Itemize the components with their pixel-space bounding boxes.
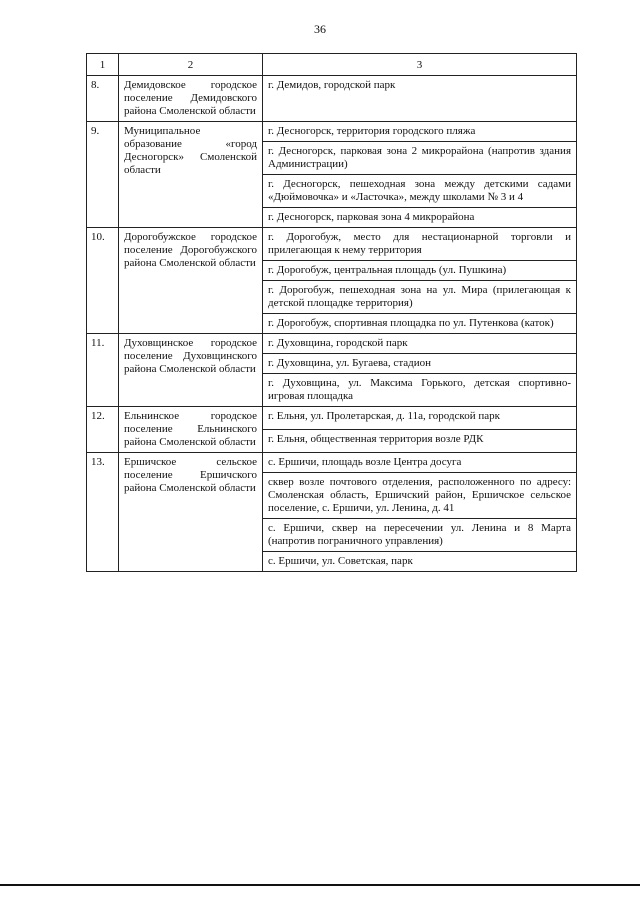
table-row [87,76,577,122]
municipality-name: Духовщинское городское поселение Духовщинского района Смоленской области [119,334,263,407]
page-number: 36 [314,22,326,36]
table-row [87,228,577,261]
place-cell: сквер возле почтового отделения, расположенного по адресу: Смоленская область, Ершичский район, Ершичское сельское поселение, с. Ершичи, ул. Ленина, д. 41 [263,473,577,519]
place-cell: г. Духовщина, ул. Максима Горького, детская спортивно-игровая площадка [263,374,577,407]
table-row [87,407,577,430]
municipality-name: Демидовское городское поселение Демидовского района Смоленской области [119,76,263,122]
place-cell: г. Десногорск, парковая зона 4 микрорайона [263,208,577,228]
place-cell: г. Десногорск, пешеходная зона между детскими садами «Дюймовочка» и «Ласточка», между школами № 3 и 4 [263,175,577,208]
table-row [87,122,577,142]
place-cell: с. Ершичи, ул. Советская, парк [263,552,577,572]
place-cell: г. Ельня, ул. Пролетарская, д. 11а, городской парк [263,407,577,430]
places-table [86,53,577,572]
place-cell: г. Десногорск, парковая зона 2 микрорайона (напротив здания Администрации) [263,142,577,175]
row-number: 8. [87,76,119,122]
municipality-name: Муниципальное образование «город Десногорск» Смоленской области [119,122,263,228]
header-col-1: 1 [87,54,119,76]
place-cell: г. Дорогобуж, спортивная площадка по ул. Путенкова (каток) [263,314,577,334]
place-cell: с. Ершичи, сквер на пересечении ул. Ленина и 8 Марта (напротив пограничного управления) [263,519,577,552]
place-cell: г. Демидов, городской парк [263,76,577,122]
place-cell: г. Духовщина, городской парк [263,334,577,354]
table-row [87,334,577,354]
table-header-row [87,54,577,76]
row-number: 13. [87,453,119,572]
place-cell: г. Дорогобуж, место для нестационарной торговли и прилегающая к нему территория [263,228,577,261]
row-number: 9. [87,122,119,228]
place-cell: г. Дорогобуж, центральная площадь (ул. Пушкина) [263,261,577,281]
place-cell: с. Ершичи, площадь возле Центра досуга [263,453,577,473]
table-row [87,453,577,473]
municipality-name: Ельнинское городское поселение Ельнинского района Смоленской области [119,407,263,453]
municipality-name: Дорогобужское городское поселение Дорогобужского района Смоленской области [119,228,263,334]
header-col-3: 3 [263,54,577,76]
row-number: 10. [87,228,119,334]
place-cell: г. Ельня, общественная территория возле РДК [263,430,577,453]
place-cell: г. Дорогобуж, пешеходная зона на ул. Мира (прилегающая к детской площадке территория) [263,281,577,314]
bottom-rule [0,884,640,886]
municipality-name: Ершичское сельское поселение Ершичского района Смоленской области [119,453,263,572]
row-number: 11. [87,334,119,407]
place-cell: г. Духовщина, ул. Бугаева, стадион [263,354,577,374]
row-number: 12. [87,407,119,453]
header-col-2: 2 [119,54,263,76]
table-body [87,76,577,572]
place-cell: г. Десногорск, территория городского пляжа [263,122,577,142]
